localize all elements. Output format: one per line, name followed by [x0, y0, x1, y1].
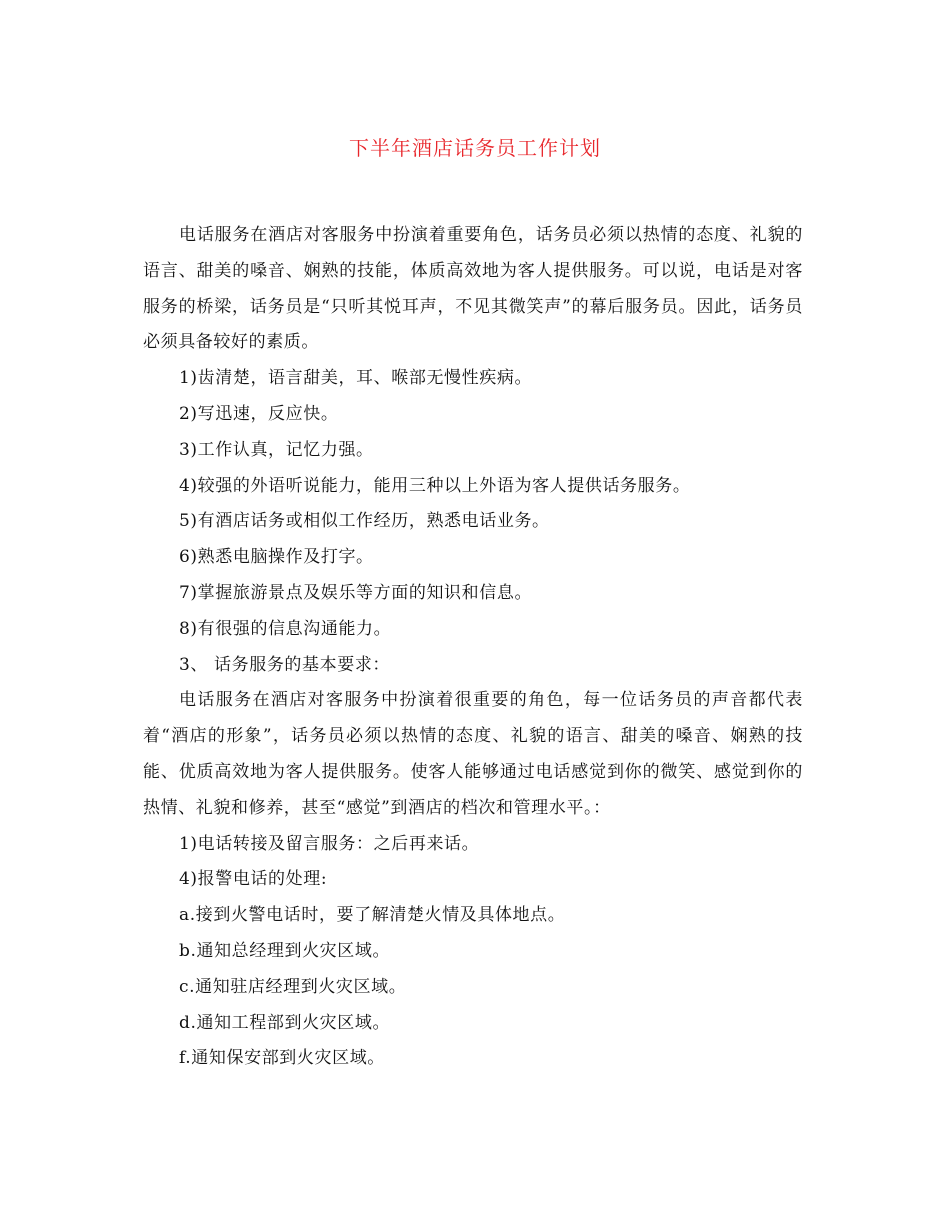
- list-item: 8)有很强的信息沟通能力。: [179, 618, 392, 639]
- list-item: b.通知总经理到火灾区域。: [179, 940, 391, 961]
- list-item: a.接到火警电话时，要了解清楚火情及具体地点。: [179, 905, 566, 926]
- paragraph-intro: 电话服务在酒店对客服务中扮演着重要角色，话务员必须以热情的态度、礼貌的语言、甜美的嗓音、娴熟的技能，体质高效地为客人提供服务。可以说，电话是对客服务的桥梁，话务员是“只听其悦耳声，不见其微笑声”的幕后服务员。因此，话务员必须具备较好的素质。: [143, 225, 803, 353]
- list-item: 4)较强的外语听说能力，能用三种以上外语为客人提供话务服务。: [179, 475, 691, 496]
- list-item: 2)写迅速，反应快。: [179, 403, 339, 424]
- list-item: 3)工作认真，记忆力强。: [179, 439, 374, 460]
- list-item: f.通知保安部到火灾区域。: [179, 1048, 385, 1069]
- list-item: 1)电话转接及留言服务：之后再来话。: [179, 833, 480, 854]
- list-item: 7)掌握旅游景点及娱乐等方面的知识和信息。: [179, 582, 533, 603]
- list-item: c.通知驻店经理到火灾区域。: [179, 976, 407, 997]
- list-item: 6)熟悉电脑操作及打字。: [179, 547, 374, 568]
- section-heading: 3、 话务服务的基本要求：: [179, 654, 391, 675]
- list-item: 1)齿清楚，语言甜美，耳、喉部无慢性疾病。: [179, 368, 533, 389]
- list-item: d.通知工程部到火灾区域。: [179, 1012, 391, 1033]
- document-body: [143, 218, 803, 1077]
- document-title: 下半年酒店话务员工作计划: [349, 136, 601, 160]
- paragraph-requirements: 电话服务在酒店对客服务中扮演着很重要的角色，每一位话务员的声音都代表着“酒店的形象”，话务员必须以热情的态度、礼貌的语言、甜美的嗓音、娴熟的技能、优质高效地为客人提供服务。使客人能够通过电话感觉到你的微笑、感觉到你的热情、礼貌和修养，甚至“感觉”到酒店的档次和管理水平。：: [143, 690, 803, 818]
- list-item: 4)报警电话的处理:: [179, 869, 328, 890]
- list-item: 5)有酒店话务或相似工作经历，熟悉电话业务。: [179, 511, 550, 532]
